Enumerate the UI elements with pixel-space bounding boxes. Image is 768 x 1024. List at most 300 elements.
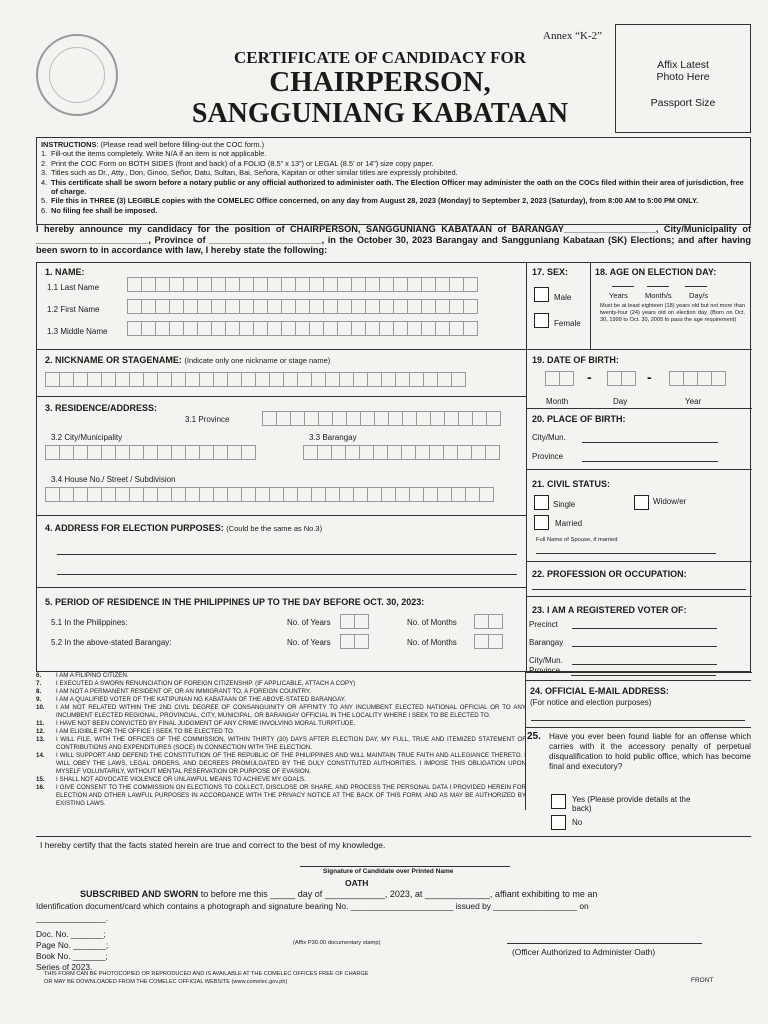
character-box[interactable] (269, 487, 284, 502)
sworn-line-2: Identification document/card which contains a photograph and signature bearing No. ______________________ issued by __________________ on (36, 901, 589, 911)
character-box[interactable] (393, 299, 408, 314)
character-box[interactable] (331, 445, 346, 460)
single-checkbox[interactable] (534, 495, 549, 510)
barangay-boxes[interactable] (303, 445, 499, 460)
ph-months-label: No. of Months (407, 618, 457, 627)
character-box[interactable] (183, 321, 198, 336)
character-box[interactable] (199, 445, 214, 460)
character-box[interactable] (115, 372, 130, 387)
character-box[interactable] (225, 299, 240, 314)
age-years-label: Years (609, 291, 628, 300)
character-box[interactable] (171, 445, 186, 460)
character-box[interactable] (303, 445, 318, 460)
character-box[interactable] (437, 487, 452, 502)
character-box[interactable] (295, 321, 310, 336)
character-box[interactable] (318, 411, 333, 426)
character-box[interactable] (353, 487, 368, 502)
character-box[interactable] (87, 372, 102, 387)
character-box[interactable] (267, 299, 282, 314)
character-box[interactable] (351, 299, 366, 314)
character-box[interactable] (323, 277, 338, 292)
character-box[interactable] (393, 277, 408, 292)
form-title-line1: CERTIFICATE OF CANDIDACY FOR (233, 48, 527, 67)
brgy-months-label: No. of Months (407, 638, 457, 647)
declarations-list (36, 672, 526, 808)
email-label: 24. OFFICIAL E-MAIL ADDRESS: (530, 686, 669, 696)
nickname-boxes[interactable] (45, 372, 465, 387)
character-box[interactable] (283, 487, 298, 502)
character-box[interactable] (241, 372, 256, 387)
character-box[interactable] (409, 487, 424, 502)
book-no: Book No. _______; (36, 951, 108, 961)
character-box[interactable] (443, 445, 458, 460)
q25-no-checkbox[interactable] (551, 815, 566, 830)
period-barangay-label: 5.2 In the above-stated Barangay: (51, 638, 172, 647)
form-title-line2: CHAIRPERSON, (269, 66, 491, 98)
character-box[interactable] (227, 445, 242, 460)
character-box[interactable] (395, 487, 410, 502)
character-box[interactable] (393, 321, 408, 336)
character-box[interactable] (367, 487, 382, 502)
character-box[interactable] (402, 411, 417, 426)
character-box[interactable] (346, 411, 361, 426)
city-label: 3.2 City/Municipality (51, 433, 123, 442)
married-checkbox[interactable] (534, 515, 549, 530)
character-box[interactable] (379, 299, 394, 314)
character-box[interactable] (421, 299, 436, 314)
character-box[interactable] (451, 487, 466, 502)
character-box[interactable] (73, 372, 88, 387)
character-box[interactable] (255, 487, 270, 502)
character-box[interactable] (545, 371, 560, 386)
candidacy-announcement: I hereby announce my candidacy for the position of CHAIRPERSON, SANGGUNIANG KABATAAN of BARANGAY__________________, City/Municipality of ______________________, Province of ______________________, in the October 30, 2023 Barangay and Sangguniang Kabataan (SK) Elections; and after having been sworn to in accordance with law, I hereby state the following: (36, 224, 751, 256)
q25-text: Have you ever been found liable for an offense which carries with it the accessory penalty of perpetual disqualification to hold public office, which has become final and executory? (549, 732, 751, 771)
character-box[interactable] (449, 277, 464, 292)
sworn-line-3: _______________. (36, 913, 109, 923)
annex-label: Annex “K-2” (543, 30, 602, 42)
character-box[interactable] (155, 321, 170, 336)
age-months-label: Month/s (645, 291, 672, 300)
house-boxes[interactable] (45, 487, 493, 502)
character-box[interactable] (45, 487, 60, 502)
character-box[interactable] (295, 277, 310, 292)
photo-label-3: Passport Size (650, 97, 716, 109)
character-box[interactable] (129, 372, 144, 387)
character-box[interactable] (213, 372, 228, 387)
character-box[interactable] (311, 372, 326, 387)
nickname-label: 2. NICKNAME OR STAGENAME: (Indicate only one nickname or stage name) (45, 355, 331, 365)
first-name-label: 1.2 First Name (47, 305, 100, 314)
footer-line-1: THIS FORM CAN BE PHOTOCOPIED OR REPRODUCED AND IS AVAILABLE AT THE COMELEC OFFICES FREE OF CHARGE (44, 971, 369, 977)
voter-precinct-label: Precinct (529, 620, 558, 629)
character-box[interactable] (241, 487, 256, 502)
first-name-boxes[interactable] (127, 299, 477, 314)
character-box[interactable] (155, 277, 170, 292)
question-25 (527, 732, 751, 772)
character-box[interactable] (345, 445, 360, 460)
character-box[interactable] (337, 321, 352, 336)
civil-status-label: 21. CIVIL STATUS: (532, 479, 611, 489)
character-box[interactable] (213, 487, 228, 502)
character-box[interactable] (255, 372, 270, 387)
declaration-item: 8. I AM NOT A PERMANENT RESIDENT OF, OR AN IMMIGRANT TO, A FOREIGN COUNTRY. (36, 688, 311, 695)
character-box[interactable] (359, 445, 374, 460)
character-box[interactable] (337, 299, 352, 314)
character-box[interactable] (309, 321, 324, 336)
voter-city-label: City/Mun. (529, 656, 563, 665)
character-box[interactable] (101, 372, 116, 387)
character-box[interactable] (365, 321, 380, 336)
character-box[interactable] (87, 487, 102, 502)
brgy-months-boxes[interactable] (474, 634, 502, 649)
character-box[interactable] (339, 372, 354, 387)
character-box[interactable] (474, 614, 489, 629)
character-box[interactable] (115, 487, 130, 502)
character-box[interactable] (239, 299, 254, 314)
dob-dash-1: - (587, 369, 592, 385)
character-box[interactable] (354, 634, 369, 649)
character-box[interactable] (421, 321, 436, 336)
character-box[interactable] (225, 321, 240, 336)
instructions-box (36, 137, 751, 225)
character-box[interactable] (239, 321, 254, 336)
dob-day-label: Day (613, 397, 628, 406)
character-box[interactable] (183, 299, 198, 314)
character-box[interactable] (262, 411, 277, 426)
dob-month-boxes[interactable] (545, 371, 573, 386)
character-box[interactable] (451, 372, 466, 387)
dob-day-boxes[interactable] (607, 371, 635, 386)
declaration-item: 6. I AM A FILIPINO CITIZEN. (36, 672, 129, 679)
character-box[interactable] (621, 371, 636, 386)
character-box[interactable] (449, 321, 464, 336)
male-label: Male (554, 293, 572, 302)
character-box[interactable] (711, 371, 726, 386)
character-box[interactable] (379, 277, 394, 292)
stamp-note: (Affix P30.00 documentary stamp) (293, 940, 381, 946)
character-box[interactable] (141, 299, 156, 314)
character-box[interactable] (185, 372, 200, 387)
character-box[interactable] (423, 487, 438, 502)
character-box[interactable] (129, 487, 144, 502)
character-box[interactable] (199, 487, 214, 502)
character-box[interactable] (171, 487, 186, 502)
character-box[interactable] (416, 411, 431, 426)
character-box[interactable] (340, 614, 355, 629)
single-label: Single (553, 500, 576, 509)
character-box[interactable] (169, 299, 184, 314)
age-label: 18. AGE ON ELECTION DAY: (595, 267, 717, 277)
character-box[interactable] (253, 321, 268, 336)
character-box[interactable] (373, 445, 388, 460)
character-box[interactable] (472, 411, 487, 426)
q25-no-label: No (572, 818, 583, 827)
character-box[interactable] (488, 614, 503, 629)
character-box[interactable] (227, 487, 242, 502)
middle-name-boxes[interactable] (127, 321, 477, 336)
page-no: Page No. _______; (36, 940, 109, 950)
character-box[interactable] (429, 445, 444, 460)
period-philippines-label: 5.1 In the Philippines: (51, 618, 128, 627)
character-box[interactable] (669, 371, 684, 386)
character-box[interactable] (127, 321, 142, 336)
character-box[interactable] (409, 372, 424, 387)
character-box[interactable] (381, 487, 396, 502)
widow-checkbox[interactable] (634, 495, 649, 510)
signature-label: Signature of Candidate over Printed Name (323, 868, 454, 875)
character-box[interactable] (281, 321, 296, 336)
character-box[interactable] (367, 372, 382, 387)
character-box[interactable] (211, 321, 226, 336)
character-box[interactable] (297, 487, 312, 502)
character-box[interactable] (281, 277, 296, 292)
character-box[interactable] (374, 411, 389, 426)
character-box[interactable] (185, 487, 200, 502)
character-box[interactable] (471, 445, 486, 460)
character-box[interactable] (171, 372, 186, 387)
character-box[interactable] (211, 299, 226, 314)
character-box[interactable] (227, 372, 242, 387)
character-box[interactable] (444, 411, 459, 426)
character-box[interactable] (465, 487, 480, 502)
character-box[interactable] (337, 277, 352, 292)
character-box[interactable] (388, 411, 403, 426)
character-box[interactable] (311, 487, 326, 502)
instructions-note: : (Please read well before filling-out the COC form.) (96, 140, 265, 149)
character-box[interactable] (387, 445, 402, 460)
dob-year-label: Year (685, 397, 702, 406)
character-box[interactable] (73, 445, 88, 460)
character-box[interactable] (304, 411, 319, 426)
character-box[interactable] (101, 487, 116, 502)
declaration-item: 16. I GIVE CONSENT TO THE COMMISSION ON ELECTIONS TO COLLECT, DISCLOSE OR SHARE, AND PROCESS THE PERSONAL DATA I PROVIDED HEREIN FOR ELECTION AND OTHER LAWFUL PURPOSES IN ACCORDANCE WITH THE PRIVACY NOTICE AT THE BACK OF THIS FORM, AND AS MAY BE AUTHORIZED BY EXISTING LAWS. (36, 784, 526, 807)
dob-year-boxes[interactable] (669, 371, 725, 386)
city-boxes[interactable] (45, 445, 255, 460)
character-box[interactable] (401, 445, 416, 460)
character-box[interactable] (353, 372, 368, 387)
pob-city-label: City/Mun. (532, 433, 566, 442)
character-box[interactable] (127, 299, 142, 314)
ph-years-boxes[interactable] (340, 614, 368, 629)
character-box[interactable] (474, 634, 489, 649)
character-box[interactable] (415, 445, 430, 460)
character-box[interactable] (269, 372, 284, 387)
character-box[interactable] (351, 321, 366, 336)
dob-dash-2: - (647, 369, 652, 385)
declaration-item: 9. I AM A QUALIFIED VOTER OF THE KATIPUNAN NG KABATAAN OF THE ABOVE-STATED BARANGAY. (36, 696, 346, 703)
character-box[interactable] (435, 277, 450, 292)
female-checkbox[interactable] (534, 313, 549, 328)
character-box[interactable] (407, 321, 422, 336)
house-label: 3.4 House No./ Street / Subdivision (51, 475, 176, 484)
character-box[interactable] (607, 371, 622, 386)
election-address-label: 4. ADDRESS FOR ELECTION PURPOSES: (Could be the same as No.3) (45, 523, 323, 533)
sex-label: 17. SEX: (532, 267, 569, 277)
character-box[interactable] (340, 634, 355, 649)
middle-name-label: 1.3 Middle Name (47, 327, 108, 336)
name-label: 1. NAME: (45, 267, 85, 277)
character-box[interactable] (457, 445, 472, 460)
front-label: FRONT (691, 977, 714, 984)
character-box[interactable] (683, 371, 698, 386)
character-box[interactable] (395, 372, 410, 387)
character-box[interactable] (407, 277, 422, 292)
q25-yes-checkbox[interactable] (551, 794, 566, 809)
spouse-label: Full Name of Spouse, if married (536, 537, 618, 543)
province-boxes[interactable] (262, 411, 500, 426)
character-box[interactable] (339, 487, 354, 502)
character-box[interactable] (185, 445, 200, 460)
sworn-line-1: SUBSCRIBED AND SWORN to before me this _____ day of ____________, 2023, at _____________, affiant exhibiting to me an (80, 889, 598, 899)
male-checkbox[interactable] (534, 287, 549, 302)
character-box[interactable] (267, 277, 282, 292)
character-box[interactable] (325, 372, 340, 387)
oath-heading: OATH (345, 878, 369, 888)
character-box[interactable] (435, 299, 450, 314)
voter-province-label: Province (529, 666, 561, 675)
character-box[interactable] (143, 372, 158, 387)
character-box[interactable] (283, 372, 298, 387)
character-box[interactable] (325, 487, 340, 502)
character-box[interactable] (297, 372, 312, 387)
character-box[interactable] (197, 277, 212, 292)
character-box[interactable] (421, 277, 436, 292)
character-box[interactable] (225, 277, 240, 292)
character-box[interactable] (157, 372, 172, 387)
character-box[interactable] (45, 445, 60, 460)
character-box[interactable] (45, 372, 60, 387)
character-box[interactable] (157, 445, 172, 460)
character-box[interactable] (379, 321, 394, 336)
character-box[interactable] (332, 411, 347, 426)
character-box[interactable] (485, 445, 500, 460)
character-box[interactable] (141, 277, 156, 292)
character-box[interactable] (559, 371, 574, 386)
age-days-label: Day/s (689, 291, 709, 300)
character-box[interactable] (381, 372, 396, 387)
character-box[interactable] (213, 445, 228, 460)
character-box[interactable] (354, 614, 369, 629)
character-box[interactable] (101, 445, 116, 460)
photo-box (615, 24, 751, 133)
declaration-item: 7. I EXECUTED A SWORN RENUNCIATION OF FOREIGN CITIZENSHIP. (IF APPLICABLE, ATTACH A COPY) (36, 680, 356, 687)
character-box[interactable] (697, 371, 712, 386)
character-box[interactable] (479, 487, 494, 502)
ph-months-boxes[interactable] (474, 614, 502, 629)
character-box[interactable] (59, 445, 74, 460)
character-box[interactable] (365, 299, 380, 314)
character-box[interactable] (449, 299, 464, 314)
footer-line-2: OR MAY BE DOWNLOADED FROM THE COMELEC OFFICIAL WEBSITE (www.comelec.gov.ph) (44, 979, 288, 985)
profession-label: 22. PROFESSION OR OCCUPATION: (532, 569, 687, 579)
character-box[interactable] (199, 372, 214, 387)
photo-label-2: Photo Here (656, 71, 710, 83)
declaration-item: 15. I SHALL NOT ADVOCATE VIOLENCE OR UNLAWFUL MEANS TO ACHIEVE MY GOALS. (36, 776, 306, 783)
character-box[interactable] (430, 411, 445, 426)
character-box[interactable] (463, 299, 478, 314)
character-box[interactable] (423, 372, 438, 387)
character-box[interactable] (239, 277, 254, 292)
character-box[interactable] (253, 299, 268, 314)
character-box[interactable] (59, 372, 74, 387)
character-box[interactable] (155, 299, 170, 314)
character-box[interactable] (407, 299, 422, 314)
character-box[interactable] (463, 321, 478, 336)
character-box[interactable] (463, 277, 478, 292)
character-box[interactable] (127, 277, 142, 292)
character-box[interactable] (435, 321, 450, 336)
last-name-label: 1.1 Last Name (47, 283, 100, 292)
character-box[interactable] (317, 445, 332, 460)
instruction-item: 2. Print the COC Form on BOTH SIDES (front and back) of a FOLIO (8.5” x 13”) or LEGAL (8.5’ or 14”) size copy paper. (41, 158, 434, 168)
series: Series of 2023. (36, 962, 93, 972)
character-box[interactable] (309, 277, 324, 292)
character-box[interactable] (437, 372, 452, 387)
character-box[interactable] (267, 321, 282, 336)
instructions-list (41, 149, 746, 215)
character-box[interactable] (309, 299, 324, 314)
instruction-item: 3. Titles such as Dr., Atty., Don, Ginoo, Señor, Datu, Sultan, Bai, Señora, Kapitan or other similar titles are expressly prohibited. (41, 168, 458, 178)
character-box[interactable] (486, 411, 501, 426)
character-box[interactable] (143, 487, 158, 502)
instructions-heading: INSTRUCTIONS (41, 140, 97, 149)
character-box[interactable] (253, 277, 268, 292)
brgy-years-boxes[interactable] (340, 634, 368, 649)
province-label: 3.1 Province (185, 415, 230, 424)
brgy-years-label: No. of Years (287, 638, 331, 647)
character-box[interactable] (241, 445, 256, 460)
character-box[interactable] (351, 277, 366, 292)
character-box[interactable] (169, 321, 184, 336)
character-box[interactable] (323, 299, 338, 314)
character-box[interactable] (73, 487, 88, 502)
form-title-line3: SANGGUNIANG KABATAAN (191, 98, 569, 129)
doc-no: Doc. No. _______; (36, 929, 106, 939)
character-box[interactable] (115, 445, 130, 460)
character-box[interactable] (281, 299, 296, 314)
character-box[interactable] (157, 487, 172, 502)
character-box[interactable] (360, 411, 375, 426)
instruction-item: 6. No filing fee shall be imposed. (41, 205, 158, 215)
character-box[interactable] (365, 277, 380, 292)
character-box[interactable] (143, 445, 158, 460)
instruction-item: 4. This certificate shall be sworn before a notary public or any official authorized to administer oath. The Election Officer may administer the oath on the COCs filed within their area of jurisdiction, free of charge. (41, 177, 744, 197)
age-requirement-note: Must be at least eighteen (18) years old but not more than twenty-four (24) years old on election day. (Born on Oct. 30, 1999 to Oct. 30, 2005 to pass the age requirement) (600, 303, 745, 323)
email-note: (For notice and election purposes) (530, 698, 652, 707)
character-box[interactable] (197, 321, 212, 336)
character-box[interactable] (211, 277, 226, 292)
character-box[interactable] (129, 445, 144, 460)
character-box[interactable] (276, 411, 291, 426)
instruction-item: 5. File this in THREE (3) LEGIBLE copies with the COMELEC Office concerned, on any day from August 28, 2023 (Monday) to September 2, 2023 (Saturday), from 8:00 AM to 5:00 PM ONLY. (41, 196, 699, 206)
character-box[interactable] (169, 277, 184, 292)
character-box[interactable] (458, 411, 473, 426)
last-name-boxes[interactable] (127, 277, 477, 292)
character-box[interactable] (183, 277, 198, 292)
character-box[interactable] (141, 321, 156, 336)
character-box[interactable] (59, 487, 74, 502)
declaration-item: 14. I WILL SUPPORT AND DEFEND THE CONSTITUTION OF THE REPUBLIC OF THE PHILIPPINES AND WILL MAINTAIN TRUE FAITH AND ALLEGIANCE THERETO. I WILL OBEY THE LAWS, LEGAL ORDERS, AND DECREES PROMULGATED BY THE DULY CONSTITUTED AUTHORITIES. I IMPOSE THIS OBLIGATION UPON MYSELF VOLUNTARILY, WITHOUT MENTAL RESERVATION OR PURPOSE OF EVASION. (36, 752, 526, 775)
residence-label: 3. RESIDENCE/ADDRESS: (45, 403, 158, 413)
character-box[interactable] (323, 321, 338, 336)
character-box[interactable] (488, 634, 503, 649)
character-box[interactable] (290, 411, 305, 426)
character-box[interactable] (197, 299, 212, 314)
officer-label: (Officer Authorized to Administer Oath) (512, 947, 656, 957)
q25-number: 25. (527, 731, 541, 742)
character-box[interactable] (87, 445, 102, 460)
character-box[interactable] (295, 299, 310, 314)
